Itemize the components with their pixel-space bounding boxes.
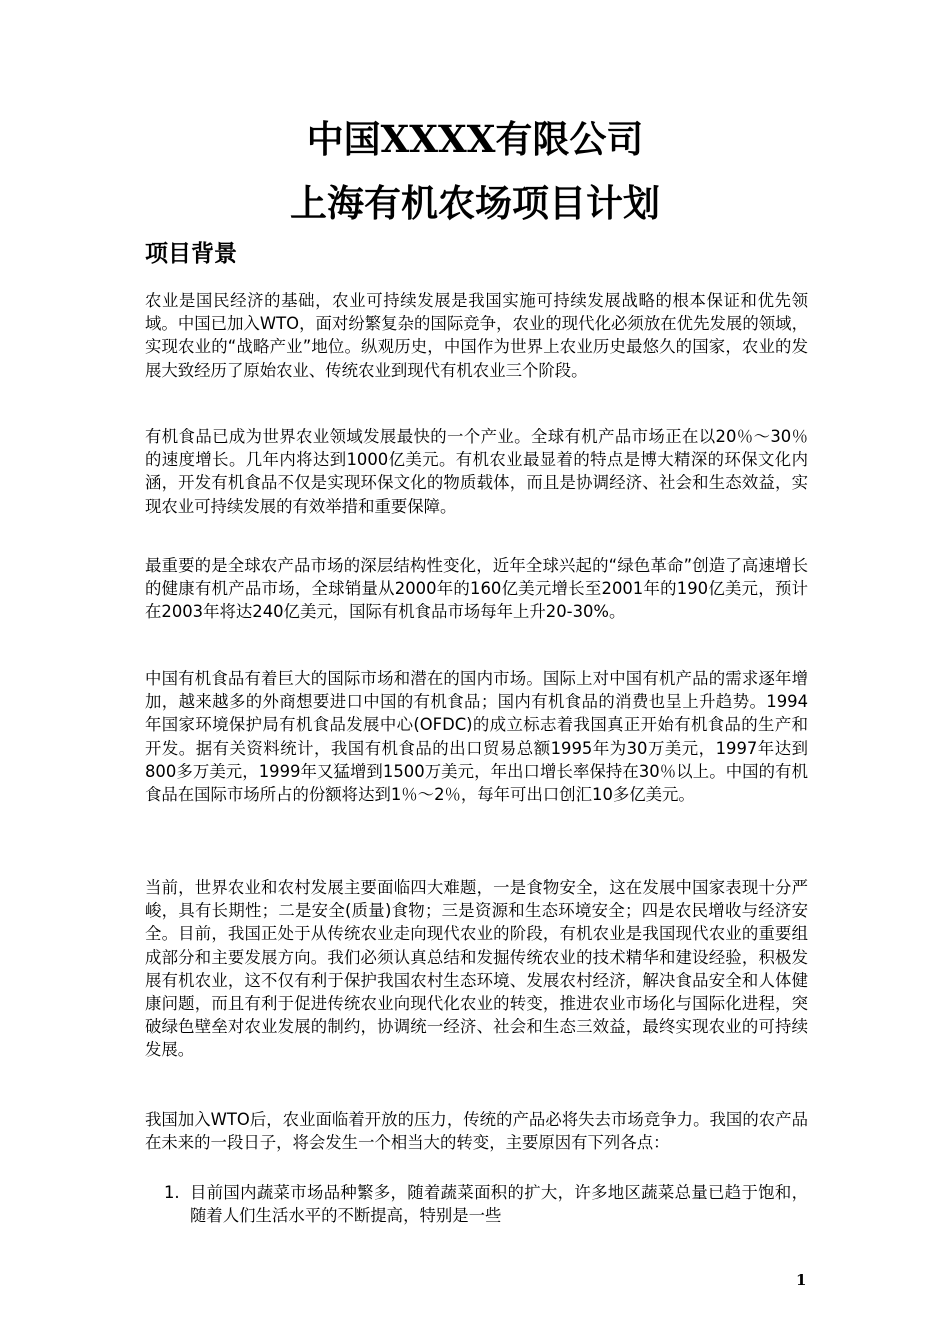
paragraph-5: 当前，世界农业和农村发展主要面临四大难题，一是食物安全，这在发展中国家表现十分严峻，具有长期性；二是安全(质量)食物；三是资源和生态环境安全；四是农民增收与经济安全。目前，我国正处于从传统农业走向现代农业的阶段，有机农业是我国现代农业的重要组成部分和主要发展方向。我们必须认真总结和发掘传统农业的技术精华和建设经验，积极发展有机农业，这不仅有利于保护我国农村生态环境、发展农村经济，解决食品安全和人体健康问题，而且有利于促进传统农业向现代化农业的转变，推进农业市场化与国际化进程，突破绿色壁垒对农业发展的制约，协调统一经济、社会和生态三效益，最终实现农业的可持续发展。 [145, 878, 808, 1060]
project-title: 上海有机农场项目计划 [290, 181, 660, 225]
company-title: 中国XXXX有限公司 [306, 117, 644, 161]
page-number: 1 [796, 1271, 807, 1289]
paragraph-6: 我国加入WTO后，农业面临着开放的压力，传统的产品必将失去市场竞争力。我国的农产品在未来的一段日子，将会发生一个相当大的转变，主要原因有下列各点： [145, 1110, 808, 1153]
paragraph-1: 农业是国民经济的基础，农业可持续发展是我国实施可持续发展战略的根本保证和优先领域。中国已加入WTO，面对纷繁复杂的国际竞争，农业的现代化必须放在优先发展的领域，实现农业的“战略产业”地位。纵观历史，中国作为世界上农业历史最悠久的国家，农业的发展大致经历了原始农业、传统农业到现代有机农业三个阶段。 [145, 291, 808, 380]
list-item-text: 目前国内蔬菜市场品种繁多，随着蔬菜面积的扩大，许多地区蔬菜总量已趋于饱和，随着人们生活水平的不断提高，特别是一些 [190, 1183, 808, 1226]
paragraph-2: 有机食品已成为世界农业领域发展最快的一个产业。全球有机产品市场正在以20％～30％的速度增长。几年内将达到1000亿美元。有机农业最显着的特点是博大精深的环保文化内涵，开发有机食品不仅是实现环保文化的物质载体，而且是协调经济、社会和生态效益，实现农业可持续发展的有效举措和重要保障。 [145, 427, 808, 516]
paragraph-3: 最重要的是全球农产品市场的深层结构性变化，近年全球兴起的“绿色革命”创造了高速增长的健康有机产品市场，全球销量从2000年的160亿美元增长至2001年的190亿美元，预计在2003年将达240亿美元，国际有机食品市场每年上升20-30%。 [145, 556, 808, 622]
paragraph-4: 中国有机食品有着巨大的国际市场和潜在的国内市场。国际上对中国有机产品的需求逐年增加，越来越多的外商想要进口中国的有机食品；国内有机食品的消费也呈上升趋势。1994年国家环境保护局有机食品发展中心(OFDC)的成立标志着我国真正开始有机食品的生产和开发。据有关资料统计，我国有机食品的出口贸易总额1995年为30万美元，1997年达到800多万美元，1999年又猛增到1500万美元，年出口增长率保持在30％以上。中国的有机食品在国际市场所占的份额将达到1％～2％，每年可出口创汇10多亿美元。 [145, 669, 808, 805]
list-item [164, 1181, 808, 1227]
section-heading: 项目背景 [145, 241, 237, 267]
list-item-number: 1. [164, 1183, 180, 1202]
numbered-list [164, 1181, 808, 1227]
